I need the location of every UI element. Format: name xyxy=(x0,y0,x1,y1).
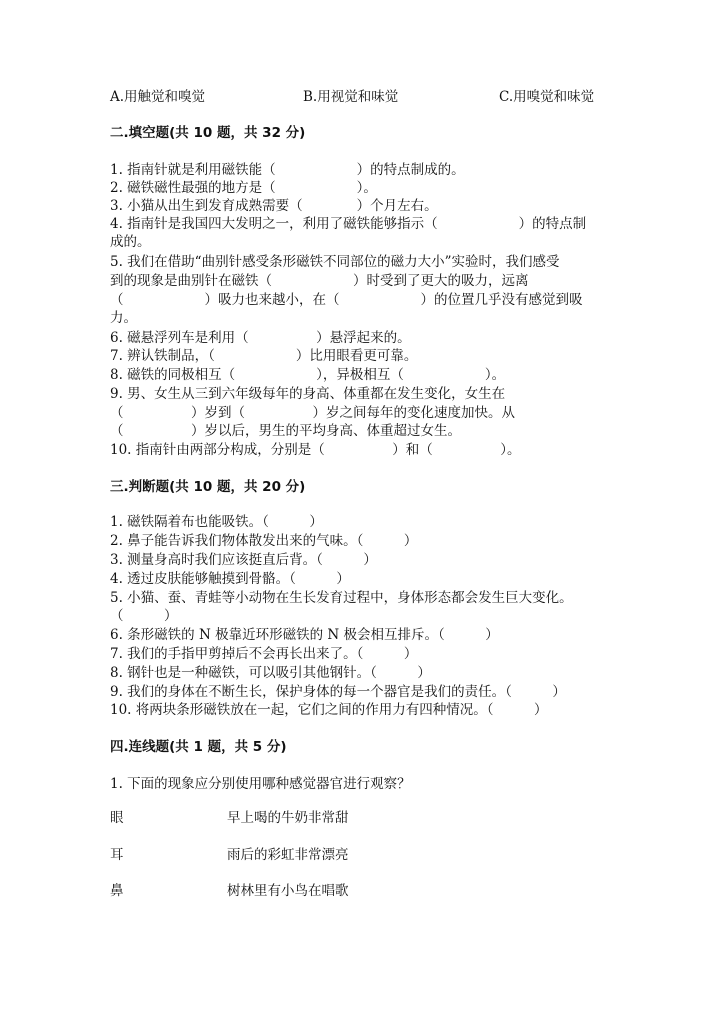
fill-line: （ ）岁到（ ）岁之间每年的变化速度加快。从 xyxy=(110,405,515,421)
fill-line: 9. 男、女生从三到六年级每年的身高、体重都在发生变化，女生在 xyxy=(110,386,506,402)
judge-line: （ ） xyxy=(110,608,178,624)
judge-line: 5. 小猫、蚕、青蛙等小动物在生长发育过程中，身体形态都会发生巨大变化。 xyxy=(110,590,573,606)
fill-line: 6. 磁悬浮列车是利用（ ）悬浮起来的。 xyxy=(110,330,411,346)
section2-title: 二.填空题(共 10 题，共 32 分) xyxy=(110,125,306,141)
judge-line: 8. 钢针也是一种磁铁，可以吸引其他钢针。（ ） xyxy=(110,665,431,681)
judge-line: 10. 将两块条形磁铁放在一起，它们之间的作用力有四种情况。（ ） xyxy=(110,702,548,718)
match-right-item: 树林里有小鸟在唱歌 xyxy=(227,883,349,899)
option-a: A.用触觉和嗅觉 xyxy=(110,89,206,105)
fill-line: 5. 我们在借助“曲别针感受条形磁铁不同部位的磁力大小”实验时，我们感受 xyxy=(110,254,560,270)
fill-line: （ ）岁以后，男生的平均身高、体重超过女生。 xyxy=(110,423,461,439)
match-left-item: 鼻 xyxy=(110,883,124,899)
match-right-item: 雨后的彩虹非常漂亮 xyxy=(227,847,349,863)
option-c: C.用嗅觉和味觉 xyxy=(499,89,595,105)
judge-line: 1. 磁铁隔着布也能吸铁。（ ） xyxy=(110,514,323,530)
match-right-item: 早上喝的牛奶非常甜 xyxy=(227,810,349,826)
judge-line: 6. 条形磁铁的 N 极靠近环形磁铁的 N 极会相互排斥。（ ） xyxy=(110,627,499,643)
match-left-item: 耳 xyxy=(110,847,124,863)
section4-title: 四.连线题(共 1 题，共 5 分) xyxy=(110,739,287,755)
judge-line: 3. 测量身高时我们应该挺直后背。（ ） xyxy=(110,552,377,568)
judge-line: 2. 鼻子能告诉我们物体散发出来的气味。（ ） xyxy=(110,533,418,549)
judge-line: 7. 我们的手指甲剪掉后不会再长出来了。（ ） xyxy=(110,646,418,662)
fill-line: 力。 xyxy=(110,310,137,326)
match-question: 1. 下面的现象应分别使用哪种感觉器官进行观察？ xyxy=(110,776,411,792)
fill-line: （ ）吸力也来越小，在（ ）的位置几乎没有感觉到吸 xyxy=(110,292,583,308)
fill-line: 到的现象是曲别针在磁铁（ ）时受到了更大的吸力，远离 xyxy=(110,273,529,289)
fill-line: 2. 磁铁磁性最强的地方是（ ）。 xyxy=(110,180,377,196)
fill-line: 1. 指南针就是利用磁铁能（ ）的特点制成的。 xyxy=(110,162,465,178)
fill-line: 3. 小猫从出生到发育成熟需要（ ）个月左右。 xyxy=(110,198,438,214)
judge-line: 9. 我们的身体在不断生长，保护身体的每一个器官是我们的责任。（ ） xyxy=(110,684,566,700)
match-left-item: 眼 xyxy=(110,810,124,826)
fill-line: 4. 指南针是我国四大发明之一，利用了磁铁能够指示（ ）的特点制 xyxy=(110,216,587,232)
fill-line: 成的。 xyxy=(110,234,151,250)
section3-title: 三.判断题(共 10 题，共 20 分) xyxy=(110,479,306,495)
fill-line: 8. 磁铁的同极相互（ ），异极相互（ ）。 xyxy=(110,367,506,383)
fill-line: 10. 指南针由两部分构成，分别是（ ）和（ ）。 xyxy=(110,442,521,458)
option-b: B.用视觉和味觉 xyxy=(303,89,399,105)
fill-line: 7. 辨认铁制品，（ ）比用眼看更可靠。 xyxy=(110,348,418,364)
judge-line: 4. 透过皮肤能够触摸到骨骼。（ ） xyxy=(110,571,350,587)
